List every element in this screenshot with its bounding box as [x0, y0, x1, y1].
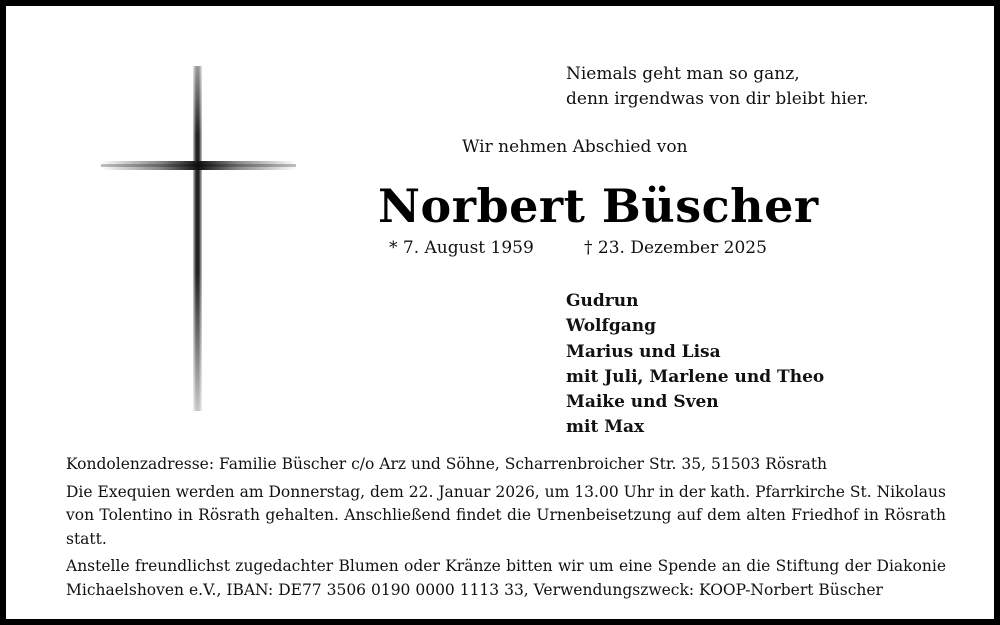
- family-member: mit Max: [566, 417, 645, 438]
- family-member: Maike und Sven: [566, 392, 719, 413]
- family-member: Wolfgang: [566, 316, 656, 337]
- birth-date: * 7. August 1959: [389, 238, 534, 258]
- condolence-address: Kondolenzadresse: Familie Büscher c/o Arz und Söhne, Scharrenbroicher Str. 35, 51503 Rösrath: [66, 455, 828, 473]
- cross-horizontal-beam: [101, 161, 296, 170]
- donation-info: Anstelle freundlichst zugedachter Blumen oder Kränze bitten wir um eine Spende an die Stiftung der Diakonie Michaelshoven e.V., IBAN: DE77 3506 0190 0000 1113 33, Verwendungszweck: KOOP-Norbert Büscher: [66, 557, 946, 599]
- deceased-name: Norbert Büscher: [378, 179, 819, 233]
- family-list: [566, 289, 824, 441]
- family-member: Gudrun: [566, 291, 639, 311]
- intro-text: Wir nehmen Abschied von: [462, 137, 688, 157]
- family-member: mit Juli, Marlene und Theo: [566, 366, 825, 387]
- motto-line-1: Niemals geht man so ganz,: [566, 64, 800, 84]
- cross-vertical-beam: [193, 66, 202, 411]
- footer-notes: [66, 453, 946, 606]
- motto-line-2: denn irgendwas von dir bleibt hier.: [566, 89, 869, 109]
- death-date: † 23. Dezember 2025: [584, 238, 767, 258]
- motto: [566, 62, 868, 112]
- funeral-info: Die Exequien werden am Donnerstag, dem 22. Januar 2026, um 13.00 Uhr in der kath. Pfarrkirche St. Nikolaus von Tolentino in Rösrath gehalten. Anschließend findet die Urnenbeisetzung auf dem alten Friedhof in Rösrath statt.: [66, 482, 946, 548]
- obituary-card: [6, 6, 994, 619]
- family-member: Marius und Lisa: [566, 341, 721, 362]
